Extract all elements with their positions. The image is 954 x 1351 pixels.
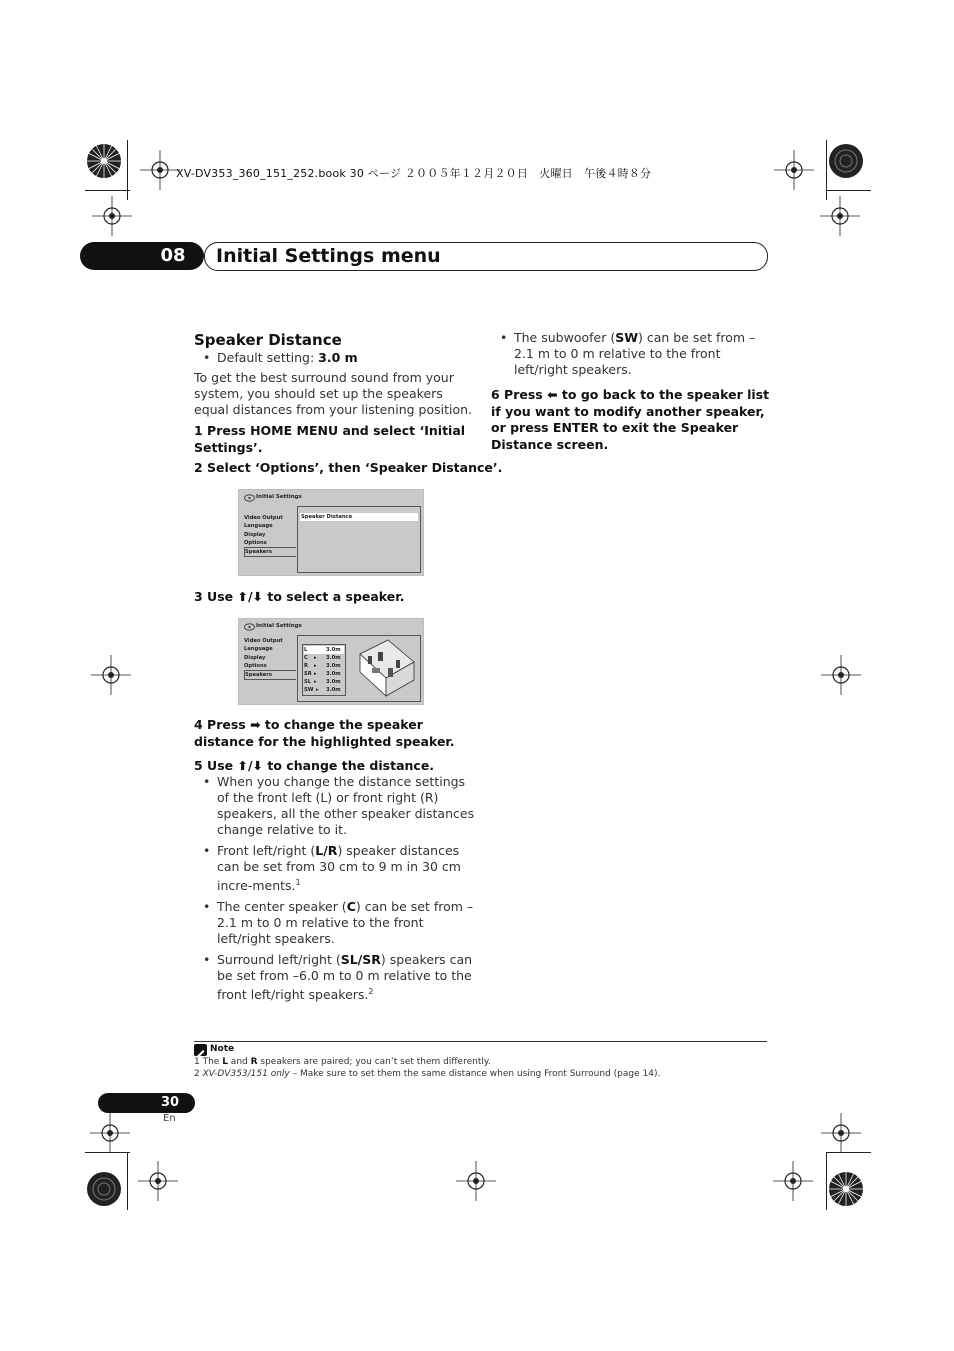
crop-mark: [826, 1152, 871, 1153]
crosshair-icon: [91, 655, 131, 695]
footnote-1: [194, 1056, 491, 1068]
speaker-row-name: R: [304, 663, 308, 669]
bullet-text: ) can be set from –2.1 m to 0 m relative to the front left/right speakers.: [514, 330, 756, 377]
menu-item-options: Options: [244, 539, 267, 546]
bullet-bold: SW: [615, 330, 638, 345]
bullet-subwoofer: [491, 330, 771, 378]
right-triangle-icon: ▸: [314, 655, 317, 661]
footnote-text: and: [227, 1057, 251, 1067]
registration-wheel-bottom-right: [827, 1170, 865, 1208]
note-divider: [194, 1041, 767, 1042]
speaker-row-sw: [304, 686, 344, 694]
step-4-text-a: 4 Press: [194, 717, 251, 732]
speaker-row-value: 3.0m: [326, 663, 341, 669]
default-setting: [194, 350, 474, 366]
panel-item-speaker-distance: Speaker Distance: [300, 513, 418, 521]
chapter-number: 08: [160, 245, 186, 266]
step-1: 1 Press HOME MENU and select ‘Initial Settings’.: [194, 423, 466, 455]
step-6-text-a: 6 Press: [491, 387, 548, 402]
crosshair-icon: [773, 1161, 813, 1201]
crosshair-icon: [138, 1161, 178, 1201]
step-2: 2 Select ‘Options’, then ‘Speaker Distance’.: [194, 460, 503, 475]
crop-mark: [85, 190, 130, 191]
default-setting-label: Default setting:: [217, 350, 319, 365]
speaker-row-name: SW: [304, 687, 314, 693]
bullet-text: ) can be set from –2.1 m to 0 m relative to the front left/right speakers.: [217, 899, 474, 946]
speaker-row-value: 3.0m: [326, 671, 341, 677]
crosshair-icon: [92, 196, 132, 236]
menu-item-speakers: Speakers: [244, 670, 296, 680]
bullet-text: ) speakers can be set from –6.0 m to 0 m relative to the front left/right speakers.: [217, 952, 473, 1003]
screenshot-options-menu: [238, 489, 424, 576]
menu-item-video-output: Video Output: [244, 638, 283, 644]
speaker-row-value: 3.0m: [326, 655, 341, 661]
crop-mark: [826, 1152, 827, 1210]
note-label: Note: [210, 1044, 235, 1054]
bullet-text: Front left/right (: [217, 843, 316, 858]
bullet-text: The subwoofer (: [514, 330, 616, 345]
crosshair-icon: [90, 1113, 130, 1153]
bullet-relative-distance: • When you change the distance settings of the front left (L) or front right (R) speakers, all the other speaker distances change relative to it.: [194, 774, 476, 838]
up-arrow-icon: ⬆: [237, 589, 248, 604]
step-6-text-b: to go back to the speaker list if you want to modify another speaker, or press ENTER to exit the Speaker Distance screen.: [491, 387, 770, 452]
bullet-center: [194, 899, 476, 947]
footnote-ref: 2: [368, 987, 374, 996]
registration-wheel-top-left: [85, 142, 123, 180]
right-triangle-icon: ▸: [314, 663, 317, 669]
step-3: 3 Use ⬆/⬇ to select a speaker.: [194, 589, 405, 604]
menu-item-speakers: Speakers: [244, 547, 296, 557]
screenshot-speaker-distance: [238, 618, 424, 705]
menu-item-language: Language: [244, 523, 273, 530]
footnote-text: 2: [194, 1069, 203, 1079]
menu-item-language: Language: [244, 646, 273, 653]
crop-mark: [826, 140, 827, 200]
speaker-row-name: SL: [304, 679, 312, 685]
bullet-bold: C: [346, 899, 356, 914]
menu-item-video-output: Video Output: [244, 515, 283, 521]
step-4: [194, 717, 476, 750]
note-icon: [194, 1044, 207, 1056]
speaker-row-name: SR: [304, 671, 312, 677]
speaker-row-name: L: [304, 647, 308, 653]
crop-mark: [127, 1152, 128, 1210]
right-triangle-icon: ▸: [314, 679, 317, 685]
footnote-bold: L: [222, 1057, 228, 1067]
crosshair-icon: [821, 655, 861, 695]
step-5-text-a: 5 Use: [194, 758, 238, 773]
disc-icon: [244, 623, 255, 631]
screen-panel: [297, 506, 421, 573]
step-4-text-b: to change the speaker distance for the highlighted speaker.: [194, 717, 455, 749]
registration-wheel-top-right: [827, 142, 865, 180]
speaker-row-name: C: [304, 655, 308, 661]
menu-item-display: Display: [244, 531, 266, 538]
crosshair-icon: [456, 1161, 496, 1201]
footnote-2: [194, 1068, 660, 1080]
page-language: En: [163, 1113, 176, 1124]
footnote-italic: XV-DV353/151 only: [202, 1069, 290, 1079]
menu-item-options: Options: [244, 662, 267, 669]
footnote-text: 1 The: [194, 1057, 223, 1067]
footnote-text: – Make sure to set them the same distance when using Front Surround (page 14).: [289, 1069, 661, 1079]
default-setting-value: 3.0 m: [318, 350, 358, 365]
screen-menu: [244, 514, 296, 557]
bullet-surround: [194, 952, 476, 1003]
footnote-text: speakers are paired; you can’t set them differently.: [257, 1057, 491, 1067]
intro-paragraph: To get the best surround sound from your system, you should set up the speakers equal distances from your listening position.: [194, 370, 473, 417]
right-triangle-icon: ▸: [314, 671, 317, 677]
step-5-text-b: to change the distance.: [263, 758, 435, 773]
screen-title: Initial Settings: [256, 623, 302, 629]
right-triangle-icon: ▸: [316, 687, 319, 693]
down-arrow-icon: ⬇: [252, 589, 264, 604]
registration-wheel-bottom-left: [85, 1170, 123, 1208]
bullet-front-lr: [194, 843, 476, 894]
screen-title: Initial Settings: [256, 494, 302, 500]
menu-item-display: Display: [244, 654, 266, 661]
left-arrow-icon: ⬅: [547, 387, 558, 402]
bullet-text: Surround left/right (: [217, 952, 341, 967]
footnote-bold: R: [250, 1057, 258, 1067]
speaker-row-value: 3.0m: [326, 679, 341, 685]
footnote-ref: 1: [295, 878, 301, 887]
crop-mark: [127, 140, 128, 200]
crosshair-icon: [820, 196, 860, 236]
screen-panel: [297, 635, 421, 702]
down-arrow-icon: ⬇: [252, 758, 264, 773]
speaker-row-value: 3.0m: [326, 647, 341, 653]
crosshair-icon: [774, 150, 814, 190]
step-3-text-a: 3 Use: [194, 589, 238, 604]
right-arrow-icon: ➡: [250, 717, 261, 732]
disc-icon: [244, 494, 255, 502]
screen-menu: [244, 637, 296, 680]
bullet-bold: L/R: [315, 843, 338, 858]
step-6: [491, 387, 771, 453]
bullet-text: The center speaker (: [217, 899, 347, 914]
crosshair-icon: [821, 1113, 861, 1153]
page-number: 30: [160, 1095, 180, 1110]
bullet-text: ) speaker distances can be set from 30 cm to 9 m in 30 cm incre-ments.: [217, 843, 461, 894]
crosshair-icon: [140, 150, 180, 190]
bullet-bold: SL/SR: [340, 952, 381, 967]
speaker-room-illustration-icon: [352, 638, 418, 700]
crop-mark: [826, 190, 871, 191]
speaker-distance-list: [302, 644, 346, 696]
print-info-line: XV-DV353_360_151_252.book 30 ページ ２００５年１２月２０日 火曜日 午後４時８分: [176, 167, 652, 180]
section-title: Speaker Distance: [194, 331, 342, 349]
crop-mark: [85, 1152, 130, 1153]
speaker-row-value: 3.0m: [326, 687, 341, 693]
up-arrow-icon: ⬆: [237, 758, 248, 773]
step-3-text-b: to select a speaker.: [263, 589, 405, 604]
step-5: 5 Use ⬆/⬇ to change the distance.: [194, 758, 435, 773]
chapter-title: Initial Settings menu: [216, 245, 441, 267]
